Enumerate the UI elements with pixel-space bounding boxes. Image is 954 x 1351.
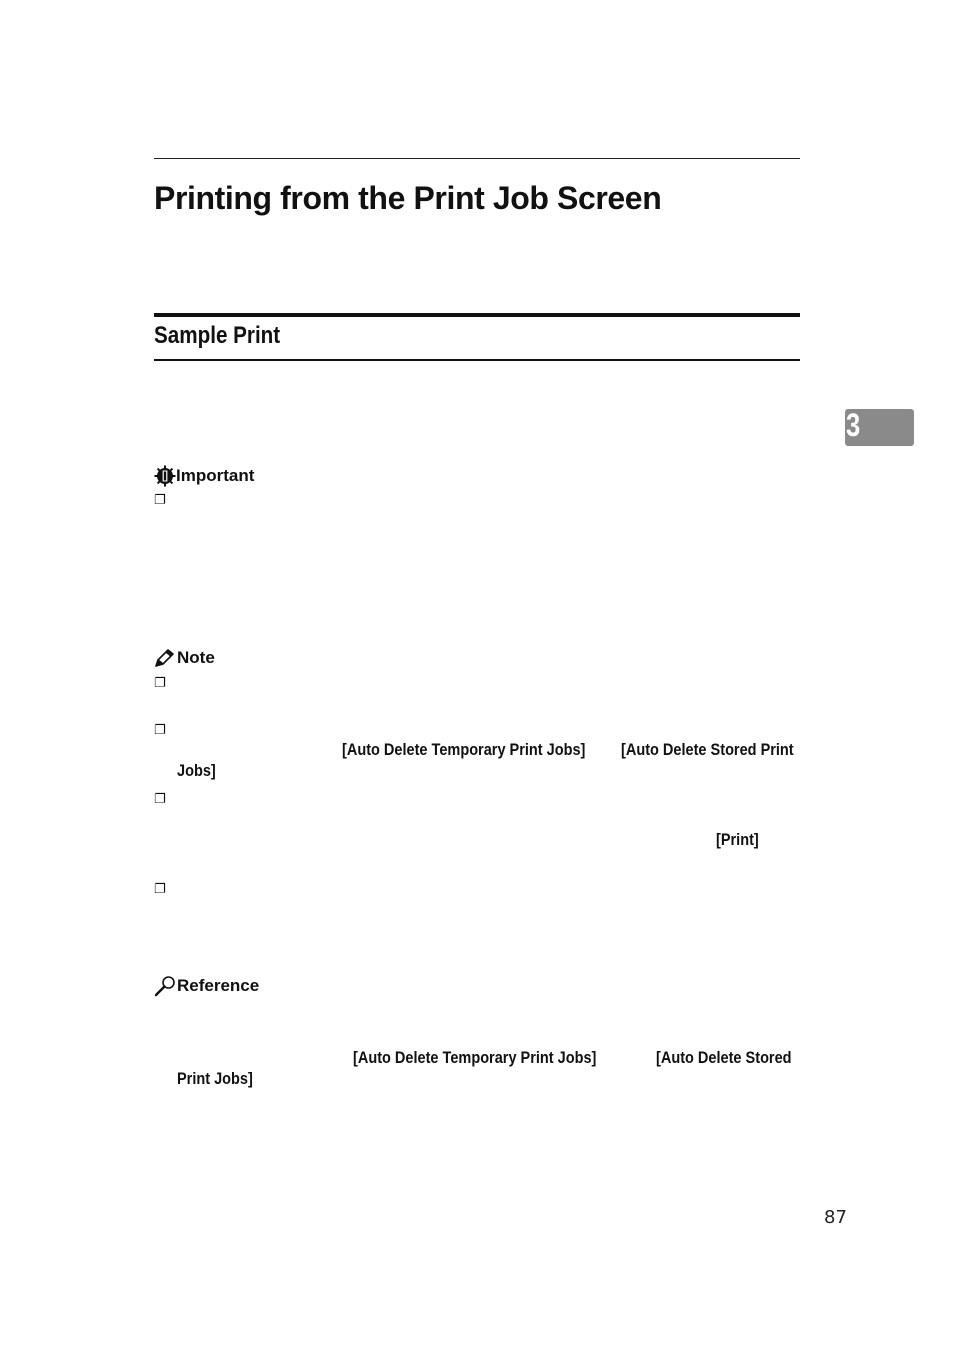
section-rule-bottom: [154, 359, 800, 361]
checkbox-bullet-icon: ❐: [154, 882, 166, 897]
auto-delete-stored-key: [Auto Delete Stored Print: [621, 741, 794, 759]
auto-delete-temporary-key: [Auto Delete Temporary Print Jobs]: [342, 741, 586, 759]
ref-auto-delete-stored-key-cont: Print Jobs]: [177, 1070, 253, 1088]
important-seal-icon: [154, 465, 176, 487]
checkbox-bullet-icon: ❐: [154, 676, 166, 691]
reference-label: Reference: [177, 976, 260, 995]
top-rule: [154, 158, 800, 159]
reference-heading: [154, 975, 259, 997]
section-rule-top: [154, 313, 800, 317]
note-heading: [154, 648, 215, 668]
important-label: Important: [176, 466, 255, 485]
magnifier-icon: [154, 975, 177, 997]
ref-auto-delete-stored-key: [Auto Delete Stored: [656, 1049, 792, 1067]
ref-auto-delete-temporary-key: [Auto Delete Temporary Print Jobs]: [353, 1049, 597, 1067]
checkbox-bullet-icon: ❐: [154, 493, 166, 508]
page-number: 87: [824, 1207, 847, 1228]
pencil-icon: [154, 648, 177, 668]
checkbox-bullet-icon: ❐: [154, 792, 166, 807]
auto-delete-stored-key-cont: Jobs]: [177, 762, 216, 780]
chapter-title: Printing from the Print Job Screen: [154, 180, 662, 216]
print-key: [Print]: [716, 831, 759, 849]
important-heading: [154, 465, 254, 487]
checkbox-bullet-icon: ❐: [154, 723, 166, 738]
note-label: Note: [177, 648, 215, 667]
section-title: Sample Print: [154, 322, 281, 349]
chapter-tab-number: 3: [846, 407, 861, 443]
